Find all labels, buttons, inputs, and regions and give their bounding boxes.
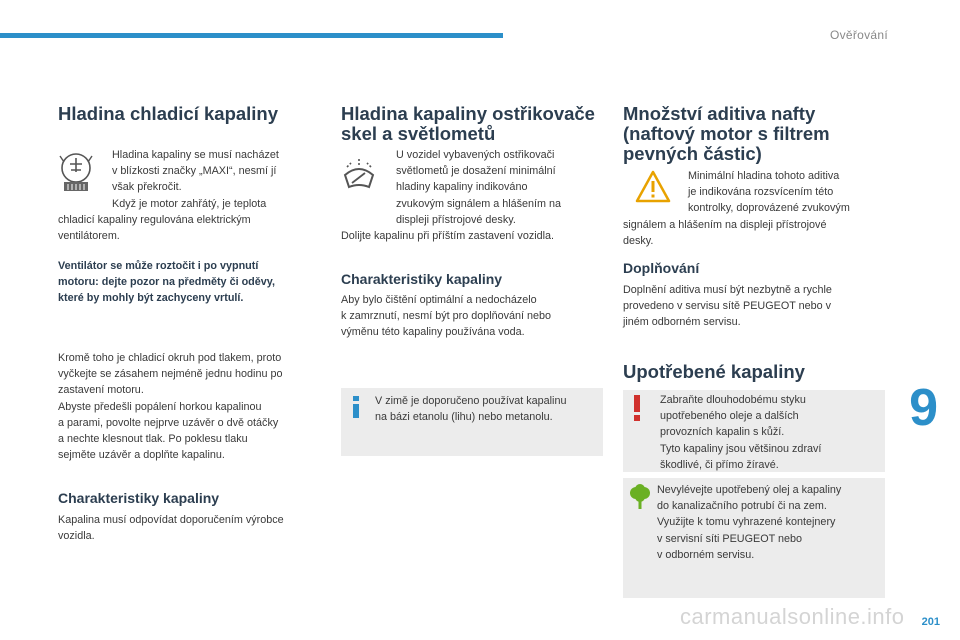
text-line: vozidla. <box>58 530 95 543</box>
washer-title <box>341 104 603 144</box>
watermark: carmanualsonline.info <box>680 604 905 629</box>
chapter-title: Ověřování <box>829 28 888 42</box>
washer-fluid-icon <box>341 153 377 193</box>
text-line: v servisní síti PEUGEOT nebo <box>657 532 803 545</box>
text-line: upotřebeného oleje a dalších <box>660 410 799 423</box>
text-line: v odborném servisu. <box>657 548 755 561</box>
text-line: výměnu této kapaliny používána voda. <box>341 326 525 339</box>
text-line: Využijte k tomu vyhrazené kontejnery <box>657 516 836 529</box>
text-line: Minimální hladina tohoto aditiva <box>688 170 840 182</box>
text-line: vyčkejte se zásahem nejméně jednu hodinu po <box>58 368 283 381</box>
text-line: Tyto kapaliny jsou většinou zdraví <box>660 442 822 455</box>
text-line: zastavení motoru. <box>58 384 144 397</box>
tree-icon <box>629 484 651 510</box>
coolant-title: Hladina chladicí kapaliny <box>58 103 279 124</box>
text-line: je indikována rozsvícením této <box>688 186 834 199</box>
text-line: a parami, povolte nejprve uzávěr o dvě otáčky <box>58 416 279 429</box>
text-line: Kapalina musí odpovídat doporučením výrobce <box>58 514 284 526</box>
additive-intro <box>688 168 885 217</box>
additive-title <box>623 104 885 164</box>
used-fluids-title: Upotřebené kapaliny <box>623 361 805 382</box>
coolant-subtext <box>58 512 320 544</box>
text-line: k zamrznutí, nesmí být pro doplňování nebo <box>341 310 552 323</box>
title-line: skel a světlometů <box>341 123 496 144</box>
environment-box <box>623 478 885 598</box>
text-line: signálem a hlášením na displeji přístrojové <box>623 219 827 231</box>
header-accent-bar <box>0 33 503 38</box>
text-line: desky. <box>623 235 654 248</box>
text-line: V zimě je doporučeno používat kapalinu <box>375 395 567 407</box>
text-line: Abyste předešli popálení horkou kapalinou <box>58 400 262 413</box>
text-line: provozních kapalin s kůží. <box>660 426 785 439</box>
washer-subtext <box>341 292 603 341</box>
text-line: Aby bylo čištění optimální a nedocházelo <box>341 294 537 306</box>
washer-intro-tail <box>341 228 603 244</box>
environment-text <box>657 482 882 563</box>
text-line: jiném odborném servisu. <box>623 316 741 329</box>
text-line: Kromě toho je chladicí okruh pod tlakem, proto <box>58 352 282 364</box>
washer-subtitle: Charakteristiky kapaliny <box>341 271 503 287</box>
text-line: Hladina kapaliny se musí nacházet <box>112 149 279 161</box>
coolant-intro-tail <box>58 212 320 244</box>
text-line: zvukovým signálem a hlášením na <box>396 197 562 210</box>
text-line: které by mohly být zachyceny vrtulí. <box>58 292 244 305</box>
text-line: škodlivé, či přímo žíravé. <box>660 458 779 471</box>
skin-contact-warning-box <box>623 390 885 472</box>
page-number: 201 <box>921 616 940 628</box>
coolant-subtitle: Charakteristiky kapaliny <box>58 490 220 506</box>
coolant-level-icon <box>58 150 94 196</box>
text-line: v blízkosti značky „MAXI“, nesmí jí <box>112 165 277 178</box>
text-line: displeji přístrojové desky. <box>396 213 516 226</box>
title-line: (naftový motor s filtrem <box>623 123 830 144</box>
text-line: sejměte uzávěr a doplňte kapalinu. <box>58 449 225 462</box>
text-line: Nevylévejte upotřebený olej a kapaliny <box>657 484 842 496</box>
winter-info-box <box>341 388 603 456</box>
text-line: a nechte klesnout tlak. Po poklesu tlaku <box>58 433 248 446</box>
text-line: Zabraňte dlouhodobému styku <box>660 394 806 406</box>
text-line: na bázi etanolu (lihu) nebo metanolu. <box>375 411 553 424</box>
warning-triangle-icon <box>635 170 671 204</box>
chapter-number: 9 <box>909 379 938 437</box>
text-line: do kanalizačního potrubí či na zem. <box>657 500 827 513</box>
text-line: Když je motor zahřátý, je teplota <box>112 197 267 210</box>
text-line: U vozidel vybavených ostřikovači <box>396 149 555 161</box>
exclamation-icon <box>633 395 641 421</box>
title-line: Množství aditiva nafty <box>623 103 816 124</box>
fan-warning <box>58 258 320 307</box>
text-line: ventilátorem. <box>58 230 120 243</box>
refill-subtitle: Doplňování <box>623 260 700 276</box>
title-line: pevných částic) <box>623 143 762 164</box>
additive-intro-tail <box>623 217 885 249</box>
info-text <box>375 393 599 425</box>
title-line: Hladina kapaliny ostřikovače <box>341 103 595 124</box>
text-line: Doplnění aditiva musí být nezbytně a rychle <box>623 284 832 296</box>
washer-intro <box>396 147 603 228</box>
text-line: Ventilátor se může roztočit i po vypnutí <box>58 260 259 272</box>
coolant-intro <box>112 147 320 212</box>
text-line: chladicí kapaliny regulována elektrickým <box>58 214 251 226</box>
refill-subtext <box>623 282 885 331</box>
text-line: hladiny kapaliny indikováno <box>396 181 528 194</box>
text-line: však překročit. <box>112 181 182 194</box>
skin-contact-text <box>660 392 882 473</box>
text-line: světlometů je dosažení minimální <box>396 165 556 178</box>
text-line: Dolijte kapalinu při příštím zastavení vozidla. <box>341 230 555 242</box>
text-line: provedeno v servisu sítě PEUGEOT nebo v <box>623 300 832 313</box>
info-icon <box>351 396 361 418</box>
text-line: motoru: dejte pozor na předměty či oděvy, <box>58 276 275 289</box>
coolant-body <box>58 350 320 463</box>
text-line: kontrolky, doprovázené zvukovým <box>688 202 850 215</box>
